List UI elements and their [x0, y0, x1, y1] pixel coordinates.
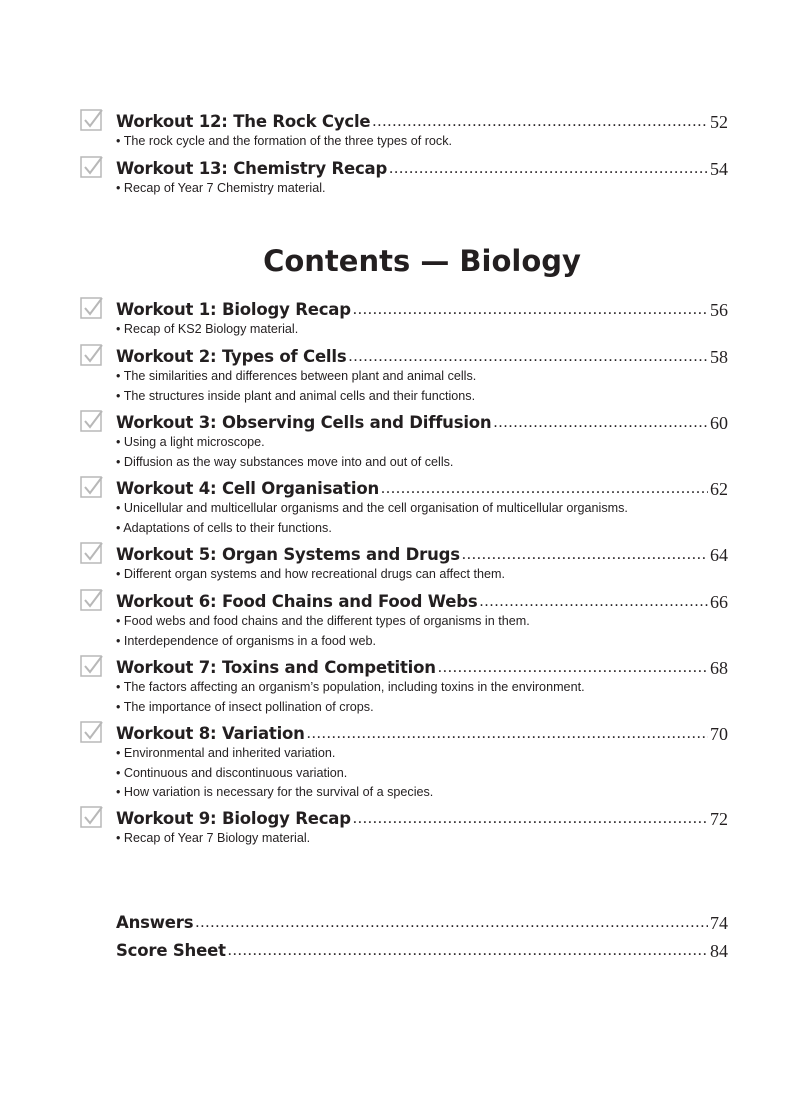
dot-leader	[381, 479, 708, 499]
bullet-list	[116, 179, 764, 199]
page-number: 58	[710, 347, 728, 367]
bullet-item: • Recap of Year 7 Chemistry material.	[116, 179, 764, 199]
checkbox-icon[interactable]	[80, 654, 103, 677]
bullet-item: • The importance of insect pollination of crops.	[116, 698, 764, 718]
page-number: 70	[710, 724, 728, 744]
contents-entry[interactable]	[80, 343, 728, 406]
page-number: 62	[710, 479, 728, 499]
dot-leader	[389, 159, 708, 179]
workout-title: Workout 12: The Rock Cycle	[116, 112, 371, 131]
contents-entry[interactable]	[80, 296, 728, 340]
bullet-item: • The rock cycle and the formation of the three types of rock.	[116, 132, 764, 152]
bullet-list	[116, 499, 764, 538]
contents-entry[interactable]	[80, 108, 728, 152]
bullet-list	[116, 829, 764, 849]
page-number: 54	[710, 159, 728, 179]
page-number: 60	[710, 413, 728, 433]
page-number: 56	[710, 300, 728, 320]
dot-leader	[348, 347, 708, 367]
checkbox-icon[interactable]	[80, 108, 103, 131]
dot-leader	[372, 112, 708, 132]
checkbox-icon[interactable]	[80, 296, 103, 319]
bullet-item: • How variation is necessary for the survival of a species.	[116, 783, 764, 803]
contents-entry[interactable]	[80, 155, 728, 199]
page-number: 74	[710, 913, 728, 933]
contents-entry[interactable]	[80, 541, 728, 585]
bullet-item: • The similarities and differences between plant and animal cells.	[116, 367, 764, 387]
contents-entry[interactable]	[80, 805, 728, 849]
workout-title: Workout 8: Variation	[116, 724, 305, 743]
checkbox-icon[interactable]	[80, 155, 103, 178]
workout-title: Workout 2: Types of Cells	[116, 347, 347, 366]
bullet-item: • The factors affecting an organism’s population, including toxins in the environment.	[116, 678, 764, 698]
bullet-item: • Food webs and food chains and the different types of organisms in them.	[116, 612, 764, 632]
bullet-list	[116, 433, 764, 472]
dot-leader	[462, 545, 708, 565]
bullet-item: • Unicellular and multicellular organisms and the cell organisation of multicellular organisms.	[116, 499, 764, 519]
workout-title: Workout 7: Toxins and Competition	[116, 658, 436, 677]
page-title: Contents — Biology	[263, 244, 581, 278]
bullet-item: • Continuous and discontinuous variation.	[116, 764, 764, 784]
workout-title: Workout 4: Cell Organisation	[116, 479, 380, 498]
page-number: 72	[710, 809, 728, 829]
bullet-list	[116, 320, 764, 340]
dot-leader	[493, 413, 708, 433]
checkbox-icon[interactable]	[80, 588, 103, 611]
contents-entry[interactable]	[80, 654, 728, 717]
checkbox-icon[interactable]	[80, 475, 103, 498]
page-number: 66	[710, 592, 728, 612]
workout-title: Workout 3: Observing Cells and Diffusion	[116, 413, 492, 432]
dot-leader	[438, 658, 708, 678]
contents-entry[interactable]	[80, 409, 728, 472]
contents-entry-answers[interactable]	[80, 909, 728, 933]
bullet-item: • Interdependence of organisms in a food web.	[116, 632, 764, 652]
contents-entry[interactable]	[80, 588, 728, 651]
bullet-item: • Environmental and inherited variation.	[116, 744, 764, 764]
workout-title: Workout 5: Organ Systems and Drugs	[116, 545, 460, 564]
workout-title: Workout 9: Biology Recap	[116, 809, 351, 828]
bullet-list	[116, 565, 764, 585]
bullet-item: • Recap of KS2 Biology material.	[116, 320, 764, 340]
score-sheet-title: Score Sheet	[116, 941, 226, 960]
answers-title: Answers	[116, 913, 194, 932]
dot-leader	[228, 941, 708, 961]
workout-title: Workout 6: Food Chains and Food Webs	[116, 592, 478, 611]
contents-entry[interactable]	[80, 720, 728, 803]
checkbox-icon[interactable]	[80, 343, 103, 366]
bullet-list	[116, 367, 764, 406]
dot-leader	[307, 724, 708, 744]
dot-leader	[353, 809, 708, 829]
bullet-list	[116, 612, 764, 651]
bullet-item: • Using a light microscope.	[116, 433, 764, 453]
bullet-list	[116, 678, 764, 717]
workout-title: Workout 1: Biology Recap	[116, 300, 351, 319]
dot-leader	[353, 300, 708, 320]
contents-entry-score-sheet[interactable]	[80, 937, 728, 961]
page-number: 64	[710, 545, 728, 565]
bullet-item: • The structures inside plant and animal cells and their functions.	[116, 387, 764, 407]
bullet-list	[116, 744, 764, 803]
dot-leader	[195, 913, 708, 933]
checkbox-icon[interactable]	[80, 409, 103, 432]
bullet-item: • Adaptations of cells to their functions.	[116, 519, 764, 539]
bullet-item: • Different organ systems and how recreational drugs can affect them.	[116, 565, 764, 585]
workout-title: Workout 13: Chemistry Recap	[116, 159, 388, 178]
dot-leader	[479, 592, 708, 612]
page-number: 52	[710, 112, 728, 132]
bullet-item: • Diffusion as the way substances move into and out of cells.	[116, 453, 764, 473]
checkbox-icon[interactable]	[80, 541, 103, 564]
checkbox-icon[interactable]	[80, 805, 103, 828]
bullet-list	[116, 132, 764, 152]
checkbox-icon[interactable]	[80, 720, 103, 743]
contents-entry[interactable]	[80, 475, 728, 538]
page-number: 68	[710, 658, 728, 678]
page-number: 84	[710, 941, 728, 961]
bullet-item: • Recap of Year 7 Biology material.	[116, 829, 764, 849]
